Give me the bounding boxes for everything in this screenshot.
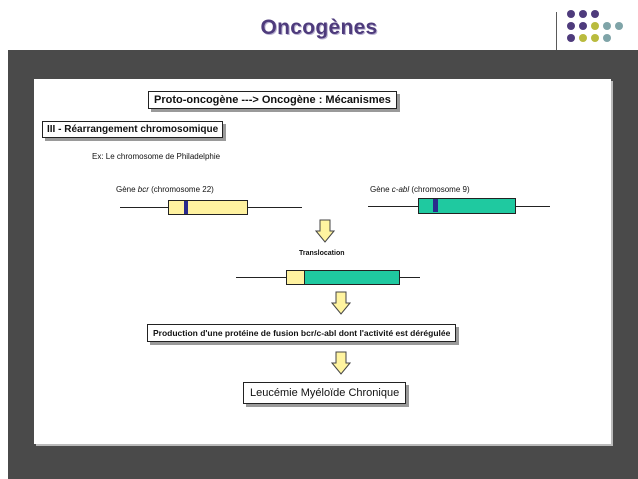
down-arrow-icon [331, 351, 351, 376]
dot [579, 34, 587, 42]
bcr-breakpoint-mark [184, 201, 188, 214]
abl-breakpoint-mark [433, 199, 438, 212]
fusion-bcr-part [286, 270, 306, 285]
header-divider [556, 12, 557, 52]
dot [591, 10, 599, 18]
page-title: Oncogènes [260, 16, 378, 39]
main-title-box: Proto-oncogène ---> Oncogène : Mécanismes [148, 91, 397, 109]
gene-bcr-label: Gène bcr (chromosome 22) [116, 185, 214, 194]
dot [591, 22, 599, 30]
section-title-box: III - Réarrangement chromosomique [42, 121, 223, 138]
fusion-abl-part [304, 270, 400, 285]
bcr-gene [168, 200, 248, 215]
translocation-label: Translocation [299, 250, 345, 257]
dot [579, 22, 587, 30]
dot [603, 34, 611, 42]
dot [567, 10, 575, 18]
dot [567, 34, 575, 42]
fusion-protein-box: Production d'une protéine de fusion bcr/c-abl dont l'activité est dérégulée [147, 324, 456, 342]
down-arrow-icon [315, 219, 335, 244]
dot [567, 22, 575, 30]
diagram-panel [34, 79, 611, 444]
dot [579, 10, 587, 18]
example-label: Ex: Le chromosome de Philadelphie [92, 152, 221, 161]
down-arrow-icon [331, 291, 351, 316]
result-box: Leucémie Myéloïde Chronique [243, 382, 406, 404]
dot [591, 34, 599, 42]
gene-abl-label: Gène c-abl (chromosome 9) [370, 185, 470, 194]
dot [615, 22, 623, 30]
dot [603, 22, 611, 30]
decorative-dots [567, 10, 637, 50]
